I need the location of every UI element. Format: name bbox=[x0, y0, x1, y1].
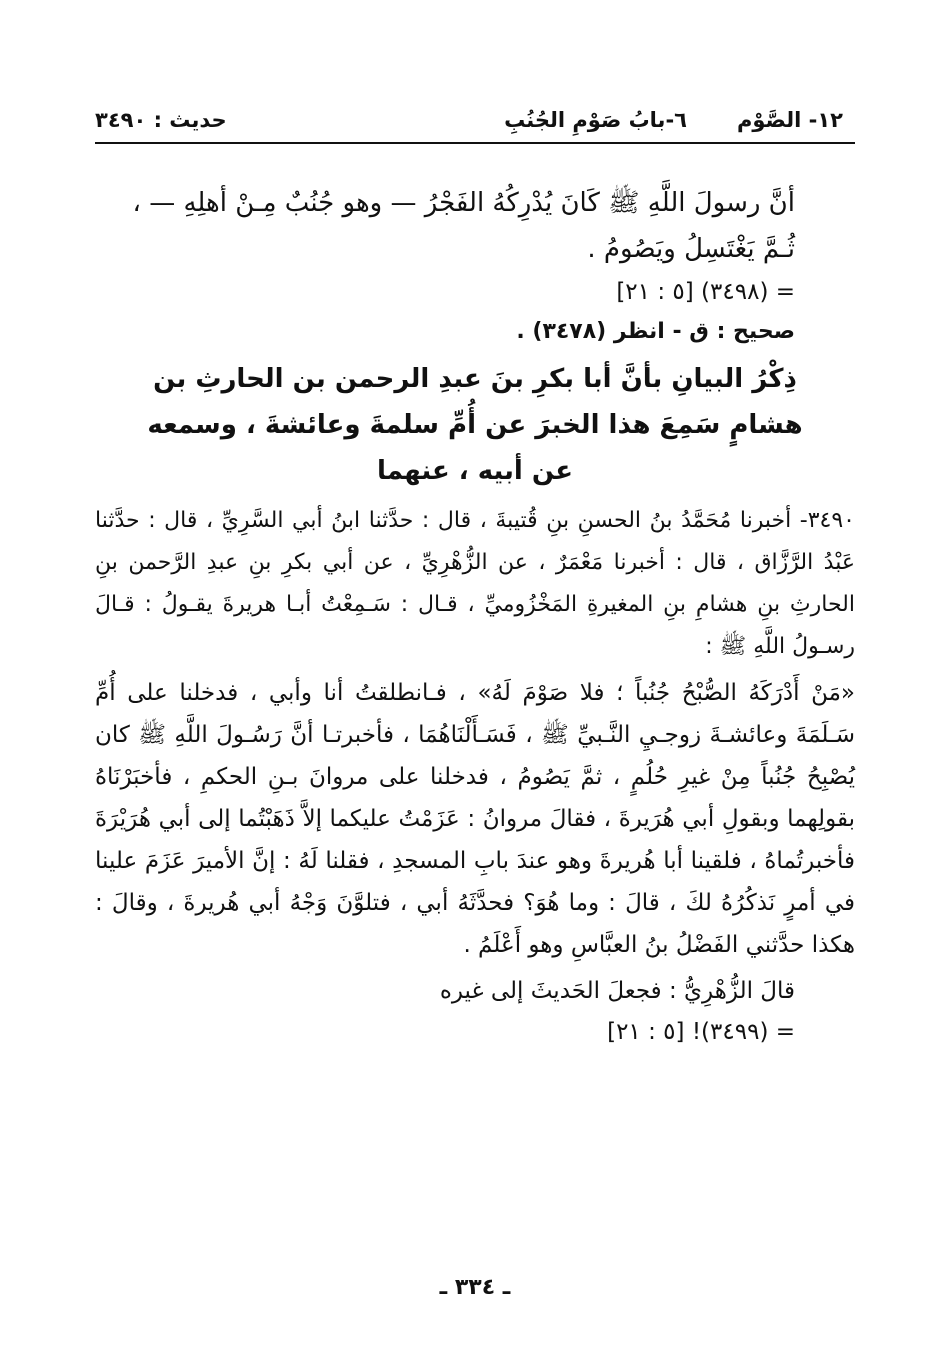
running-header bbox=[95, 100, 855, 144]
page bbox=[95, 100, 855, 1300]
hadith-matn: «مَنْ أَدْرَكَهُ الصُّبْحُ جُنُباً ؛ فلا صَوْمَ لَهُ» ، فـانطلقتُ أنا وأبي ، فدخلنا على أُمِّ سَـلَمَةَ وعائشـةَ زوجـيِ النَّـبيِّ ﷺ ، فَسَـأَلْنَاهُمَا ، فأخبرتـا أنَّ رَسُـولَ اللَّهِ ﷺ كان يُصْبِحُ جُنُباً مِنْ غيرِ حُلُمٍ ، ثمَّ يَصُومُ ، فدخلنا على مروانَ بـنِ الحكمِ ، فأخبَرْنَاهُ بقولِهما وبقولِ أبي هُرَيرةَ ، فقالَ مروانُ : عَزَمْتُ عليكما إلاَّ ذَهَبْتُما إلى أبي هُرَيْرَةَ فأخبرتُماهُ ، فلقينا أبا هُريرةَ وهو عندَ بابِ المسجدِ ، فقلنا لَهُ : إنَّ الأميرَ عَزَمَ علينا في أمرٍ نَذكُرُهُ لكَ ، قالَ : وما هُوَ؟ فحدَّثَهُ أبي ، فتلوَّنَ وَجْهُ أبي هُريرةَ ، وقالَ : هكذا حدَّثني الفَضْلُ بنُ العبَّاسِ وهو أَعْلَمُ . bbox=[95, 680, 855, 958]
zuhri-comment: قالَ الزُّهْرِيُّ : فجعلَ الحَديثَ إلى غيره bbox=[439, 978, 795, 1004]
hadith-isnad: ٣٤٩٠- أخبرنا مُحَمَّدُ بنُ الحسنِ بنِ قُتيبةَ ، قال : حدَّثنا ابنُ أبي السَّرِيِّ ، قال : حدَّثنا عَبْدُ الرَّزَّاق ، قال : أخبرنا مَعْمَرٌ ، عن الزُّهْرِيِّ ، عن أبي بكرِ بنِ عبدِ الرَّحمن بنِ الحارثِ بنِ هشامِ بنِ المغيرةِ المَخْزُوميِّ ، قـال : سَـمِعْتُ أبـا هريرةَ يقـولُ : قـالَ رسـولُ اللَّهِ ﷺ : bbox=[95, 508, 855, 659]
page-body bbox=[95, 180, 855, 1052]
previous-hadith-cross-reference: = (٣٤٩٨) [٥ : ٢١] bbox=[616, 279, 795, 305]
previous-hadith-grading: صحيح : ق - انظر (٣٤٧٨) . bbox=[516, 319, 795, 344]
section-title: ٦-بابُ صَوْمِ الجُنُبِ bbox=[504, 108, 687, 132]
previous-hadith-text: أنَّ رسولَ اللَّهِ ﷺ كَانَ يُدْرِكُهُ الفَجْرُ — وهو جُنُبٌ مِـنْ أهلِهِ — ، ثُـمَّ يَغْتَسِلُ ويَصُومُ . bbox=[132, 188, 795, 264]
page-number: ـ ٣٣٤ ـ bbox=[439, 1275, 511, 1300]
section-heading: ذِكْرُ البيانِ بأنَّ أبا بكرِ بنَ عبدِ الرحمن بن الحارثِ بن هشامٍ سَمِعَ هذا الخبرَ عن أُمِّ سلمةَ وعائشةَ ، وسمعه عن أبيه ، عنهما bbox=[147, 364, 803, 486]
hadith-reference: حديث : ٣٤٩٠ bbox=[95, 108, 227, 132]
hadith-cross-reference: = (٣٤٩٩)! [٥ : ٢١] bbox=[607, 1019, 795, 1045]
chapter-title: ١٢- الصَّوْم bbox=[736, 108, 843, 132]
